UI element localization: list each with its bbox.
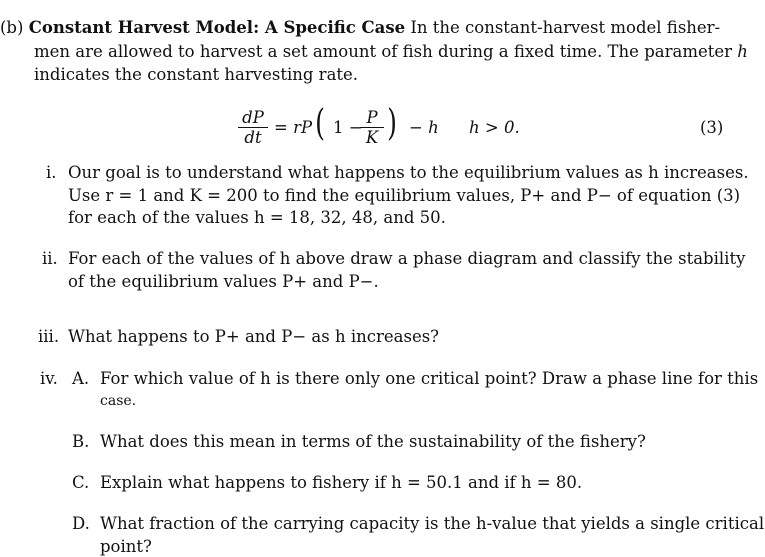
eq-frac-num: P (360, 108, 384, 128)
item-iv-b-line-1: What does this mean in terms of the sustainability of the fishery? (100, 432, 646, 451)
item-ii-marker: ii. (42, 249, 58, 268)
intro-line-2: men are allowed to harvest a set amount of fish during a fixed time. The parameter (34, 42, 738, 61)
item-iv-d-line-2: point? (100, 537, 152, 556)
intro-h: h (737, 42, 748, 61)
eq-lhs-den: dt (244, 128, 262, 147)
item-iii-line-1: What happens to P+ and P− as h increases? (68, 327, 440, 346)
eq-frac-den: K (365, 128, 379, 147)
eq-left-paren: ( (315, 103, 325, 144)
eq-right-paren: ) (387, 103, 397, 144)
intro-line-3: indicates the constant harvesting rate. (34, 65, 359, 84)
item-ii-line-2: of the equilibrium values P+ and P−. (68, 272, 379, 291)
item-iv-marker: iv. (40, 369, 58, 388)
section-heading-line (0, 18, 720, 38)
intro-line-1: In the constant-harvest model fisher- (410, 18, 721, 37)
item-iv-d-line-1: What fraction of the carrying capacity is the h-value that yields a single critical (100, 514, 765, 533)
eq-condition: h > 0. (469, 118, 520, 137)
eq-lhs-fraction (238, 108, 268, 147)
section-title: Constant Harvest Model: A Specific Case (28, 18, 406, 37)
item-iv-a-line-2: case. (100, 393, 137, 409)
section-label: (b) (0, 18, 24, 37)
item-ii-line-1: For each of the values of h above draw a phase diagram and classify the stability (68, 249, 746, 268)
eq-inner-one: 1 − (333, 118, 363, 137)
intro-line-2-wrap (34, 42, 748, 62)
eq-number: (3) (700, 118, 724, 137)
item-iv-a-line-1: For which value of h is there only one critical point? Draw a phase line for this (100, 369, 759, 388)
item-i-line-2: Use r = 1 and K = 200 to find the equilibrium values, P+ and P− of equation (3) (68, 186, 741, 205)
item-iv-c-line-1: Explain what happens to fishery if h = 50.1 and if h = 80. (100, 473, 583, 492)
item-iv-b-marker: B. (72, 432, 90, 451)
item-i-marker: i. (46, 163, 57, 182)
eq-rp: = rP (274, 118, 313, 137)
eq-lhs-num: dP (238, 108, 268, 128)
item-iii-marker: iii. (38, 327, 60, 346)
eq-minus-h: − h (409, 118, 439, 137)
item-i-line-3: for each of the values h = 18, 32, 48, and 50. (68, 208, 446, 227)
item-iv-a-marker: A. (72, 369, 90, 388)
item-iv-c-marker: C. (72, 473, 90, 492)
item-i-line-1: Our goal is to understand what happens to the equilibrium values as h increases. (68, 163, 749, 182)
item-iv-d-marker: D. (72, 514, 90, 533)
eq-inner-fraction (360, 108, 384, 147)
